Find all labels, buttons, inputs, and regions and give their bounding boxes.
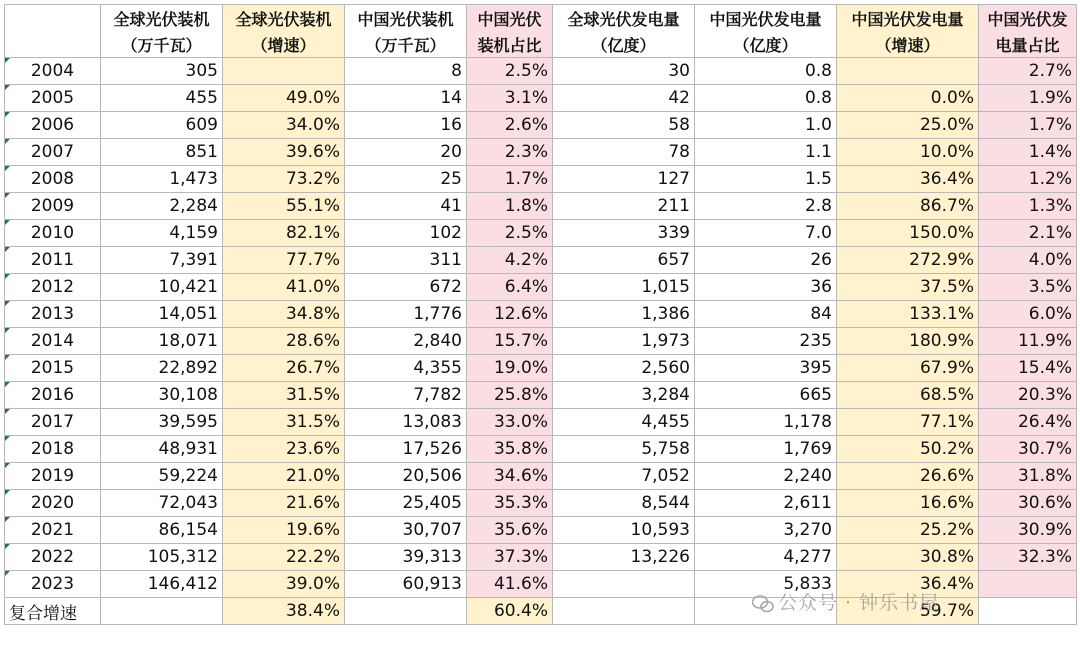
data-cell: 6.4% xyxy=(467,274,553,301)
data-cell: 1,386 xyxy=(553,301,695,328)
data-cell: 211 xyxy=(553,193,695,220)
data-cell: 30.6% xyxy=(979,490,1077,517)
column-header: 全球光伏装机 xyxy=(223,5,345,32)
data-cell: 455 xyxy=(101,85,223,112)
data-cell: 34.6% xyxy=(467,463,553,490)
data-cell: 78 xyxy=(553,139,695,166)
table-row xyxy=(5,166,1077,193)
footer-cell xyxy=(101,598,223,625)
data-cell: 2.3% xyxy=(467,139,553,166)
data-cell: 180.9% xyxy=(837,328,979,355)
data-cell: 34.8% xyxy=(223,301,345,328)
data-cell: 12.6% xyxy=(467,301,553,328)
data-cell: 2.1% xyxy=(979,220,1077,247)
data-cell: 34.0% xyxy=(223,112,345,139)
footer-cell xyxy=(345,598,467,625)
data-cell: 7,391 xyxy=(101,247,223,274)
data-cell: 2,611 xyxy=(695,490,837,517)
table-row xyxy=(5,463,1077,490)
data-cell: 4,159 xyxy=(101,220,223,247)
data-cell: 3.5% xyxy=(979,274,1077,301)
footer-row xyxy=(5,598,1077,625)
table-row xyxy=(5,85,1077,112)
data-cell: 42 xyxy=(553,85,695,112)
data-cell: 36.4% xyxy=(837,571,979,598)
data-cell: 14 xyxy=(345,85,467,112)
data-cell: 13,083 xyxy=(345,409,467,436)
data-cell: 30 xyxy=(553,58,695,85)
table-body xyxy=(5,58,1077,598)
year-cell: 2015 xyxy=(5,355,101,382)
data-cell: 3,284 xyxy=(553,382,695,409)
data-cell xyxy=(837,58,979,85)
data-cell: 68.5% xyxy=(837,382,979,409)
column-header: 电量占比 xyxy=(979,31,1077,58)
data-cell: 15.4% xyxy=(979,355,1077,382)
table-row xyxy=(5,274,1077,301)
table-footer xyxy=(5,598,1077,625)
header-cell-corner xyxy=(5,5,101,32)
data-cell: 102 xyxy=(345,220,467,247)
column-header: 全球光伏发电量 xyxy=(553,5,695,32)
watermark-text: 公众号 · 钟乐书屋 xyxy=(778,592,940,614)
data-cell: 16.6% xyxy=(837,490,979,517)
data-cell: 0.8 xyxy=(695,85,837,112)
data-cell: 105,312 xyxy=(101,544,223,571)
data-cell: 3.1% xyxy=(467,85,553,112)
data-cell: 14,051 xyxy=(101,301,223,328)
column-header: （亿度） xyxy=(695,31,837,58)
data-cell: 33.0% xyxy=(467,409,553,436)
column-header: 中国光伏发电量 xyxy=(837,5,979,32)
data-cell: 672 xyxy=(345,274,467,301)
data-cell: 30,707 xyxy=(345,517,467,544)
data-cell: 39.6% xyxy=(223,139,345,166)
year-cell: 2019 xyxy=(5,463,101,490)
data-cell: 55.1% xyxy=(223,193,345,220)
data-cell: 272.9% xyxy=(837,247,979,274)
data-cell: 311 xyxy=(345,247,467,274)
data-cell: 23.6% xyxy=(223,436,345,463)
data-cell: 1.7% xyxy=(979,112,1077,139)
data-cell: 41.0% xyxy=(223,274,345,301)
year-cell: 2021 xyxy=(5,517,101,544)
data-cell: 1.1 xyxy=(695,139,837,166)
column-header: 中国光伏装机 xyxy=(345,5,467,32)
column-header: （增速） xyxy=(837,31,979,58)
data-cell: 20,506 xyxy=(345,463,467,490)
data-cell: 36 xyxy=(695,274,837,301)
data-cell: 84 xyxy=(695,301,837,328)
data-cell: 37.3% xyxy=(467,544,553,571)
data-cell: 1,015 xyxy=(553,274,695,301)
data-cell: 72,043 xyxy=(101,490,223,517)
data-cell: 2.5% xyxy=(467,58,553,85)
data-cell: 10,593 xyxy=(553,517,695,544)
data-cell: 2.6% xyxy=(467,112,553,139)
column-header: （万千瓦） xyxy=(101,31,223,58)
data-cell: 25 xyxy=(345,166,467,193)
data-cell: 395 xyxy=(695,355,837,382)
data-cell: 35.3% xyxy=(467,490,553,517)
data-cell: 30.9% xyxy=(979,517,1077,544)
data-cell: 25.8% xyxy=(467,382,553,409)
data-cell: 1,473 xyxy=(101,166,223,193)
data-cell: 150.0% xyxy=(837,220,979,247)
year-cell: 2017 xyxy=(5,409,101,436)
data-cell: 3,270 xyxy=(695,517,837,544)
footer-cell: 59.7% xyxy=(837,598,979,625)
data-table xyxy=(4,4,1077,625)
column-header: 中国光伏发 xyxy=(979,5,1077,32)
data-cell: 18,071 xyxy=(101,328,223,355)
year-cell: 2008 xyxy=(5,166,101,193)
table-row xyxy=(5,355,1077,382)
year-cell: 2016 xyxy=(5,382,101,409)
table-row xyxy=(5,409,1077,436)
year-cell: 2005 xyxy=(5,85,101,112)
data-cell: 26 xyxy=(695,247,837,274)
year-cell: 2007 xyxy=(5,139,101,166)
data-cell: 235 xyxy=(695,328,837,355)
data-cell: 2,840 xyxy=(345,328,467,355)
data-cell: 41 xyxy=(345,193,467,220)
column-header: 装机占比 xyxy=(467,31,553,58)
data-cell: 2,284 xyxy=(101,193,223,220)
data-cell: 49.0% xyxy=(223,85,345,112)
data-cell: 22.2% xyxy=(223,544,345,571)
year-cell: 2023 xyxy=(5,571,101,598)
data-cell: 39,595 xyxy=(101,409,223,436)
data-cell: 305 xyxy=(101,58,223,85)
data-cell: 26.6% xyxy=(837,463,979,490)
data-cell: 32.3% xyxy=(979,544,1077,571)
data-cell: 2,240 xyxy=(695,463,837,490)
year-cell: 2009 xyxy=(5,193,101,220)
column-header: （增速） xyxy=(223,31,345,58)
data-cell: 25.2% xyxy=(837,517,979,544)
data-cell: 4.2% xyxy=(467,247,553,274)
data-cell: 20 xyxy=(345,139,467,166)
data-cell xyxy=(979,571,1077,598)
data-cell: 39.0% xyxy=(223,571,345,598)
data-cell xyxy=(223,58,345,85)
footer-label: 复合增速 xyxy=(5,598,101,625)
data-cell: 609 xyxy=(101,112,223,139)
year-cell: 2012 xyxy=(5,274,101,301)
data-cell: 21.0% xyxy=(223,463,345,490)
data-cell: 59,224 xyxy=(101,463,223,490)
data-cell: 21.6% xyxy=(223,490,345,517)
data-cell: 2,560 xyxy=(553,355,695,382)
data-cell: 4,455 xyxy=(553,409,695,436)
data-cell: 41.6% xyxy=(467,571,553,598)
data-cell: 31.5% xyxy=(223,409,345,436)
data-cell: 30.7% xyxy=(979,436,1077,463)
table-row xyxy=(5,544,1077,571)
data-cell: 1.0 xyxy=(695,112,837,139)
data-cell: 851 xyxy=(101,139,223,166)
data-cell: 1,769 xyxy=(695,436,837,463)
data-cell: 127 xyxy=(553,166,695,193)
column-header: 全球光伏装机 xyxy=(101,5,223,32)
data-cell: 25.0% xyxy=(837,112,979,139)
column-header: 中国光伏 xyxy=(467,5,553,32)
data-cell: 11.9% xyxy=(979,328,1077,355)
data-cell: 0.8 xyxy=(695,58,837,85)
data-cell: 10.0% xyxy=(837,139,979,166)
year-cell: 2006 xyxy=(5,112,101,139)
table-row xyxy=(5,193,1077,220)
data-cell: 1.7% xyxy=(467,166,553,193)
data-cell: 67.9% xyxy=(837,355,979,382)
table-row xyxy=(5,301,1077,328)
data-cell: 20.3% xyxy=(979,382,1077,409)
table-row xyxy=(5,436,1077,463)
data-cell: 86,154 xyxy=(101,517,223,544)
data-cell: 5,833 xyxy=(695,571,837,598)
data-cell: 19.0% xyxy=(467,355,553,382)
year-cell: 2004 xyxy=(5,58,101,85)
data-cell: 657 xyxy=(553,247,695,274)
data-cell: 7,782 xyxy=(345,382,467,409)
data-cell: 13,226 xyxy=(553,544,695,571)
data-cell: 665 xyxy=(695,382,837,409)
data-cell: 7.0 xyxy=(695,220,837,247)
data-cell: 2.8 xyxy=(695,193,837,220)
table-row xyxy=(5,490,1077,517)
data-cell: 31.8% xyxy=(979,463,1077,490)
table-row xyxy=(5,139,1077,166)
data-cell: 133.1% xyxy=(837,301,979,328)
column-header: （万千瓦） xyxy=(345,31,467,58)
data-cell: 36.4% xyxy=(837,166,979,193)
year-cell: 2013 xyxy=(5,301,101,328)
data-cell: 25,405 xyxy=(345,490,467,517)
data-cell: 10,421 xyxy=(101,274,223,301)
footer-cell: 38.4% xyxy=(223,598,345,625)
data-cell: 77.7% xyxy=(223,247,345,274)
footer-cell: 60.4% xyxy=(467,598,553,625)
year-cell: 2018 xyxy=(5,436,101,463)
data-cell: 30.8% xyxy=(837,544,979,571)
data-cell: 2.7% xyxy=(979,58,1077,85)
table-row xyxy=(5,517,1077,544)
data-cell: 1,973 xyxy=(553,328,695,355)
year-cell: 2010 xyxy=(5,220,101,247)
data-cell: 35.8% xyxy=(467,436,553,463)
data-cell: 4,355 xyxy=(345,355,467,382)
header-row xyxy=(5,31,1077,58)
table-row xyxy=(5,247,1077,274)
data-cell: 16 xyxy=(345,112,467,139)
data-cell: 1.3% xyxy=(979,193,1077,220)
footer-cell xyxy=(553,598,695,625)
data-cell: 39,313 xyxy=(345,544,467,571)
data-cell: 1.2% xyxy=(979,166,1077,193)
data-cell: 7,052 xyxy=(553,463,695,490)
data-cell: 146,412 xyxy=(101,571,223,598)
table-row xyxy=(5,112,1077,139)
table-row xyxy=(5,571,1077,598)
data-cell: 50.2% xyxy=(837,436,979,463)
data-cell: 1,178 xyxy=(695,409,837,436)
data-cell: 58 xyxy=(553,112,695,139)
header-cell-corner xyxy=(5,31,101,58)
data-cell: 5,758 xyxy=(553,436,695,463)
data-cell: 86.7% xyxy=(837,193,979,220)
table-row xyxy=(5,328,1077,355)
year-cell: 2014 xyxy=(5,328,101,355)
data-cell: 8 xyxy=(345,58,467,85)
data-cell: 30,108 xyxy=(101,382,223,409)
data-cell: 1.8% xyxy=(467,193,553,220)
data-cell: 31.5% xyxy=(223,382,345,409)
data-cell: 35.6% xyxy=(467,517,553,544)
data-cell: 4,277 xyxy=(695,544,837,571)
data-cell: 77.1% xyxy=(837,409,979,436)
column-header: （亿度） xyxy=(553,31,695,58)
year-cell: 2011 xyxy=(5,247,101,274)
data-cell: 8,544 xyxy=(553,490,695,517)
data-cell: 17,526 xyxy=(345,436,467,463)
footer-cell xyxy=(695,598,837,625)
data-cell: 37.5% xyxy=(837,274,979,301)
data-cell xyxy=(553,571,695,598)
data-cell: 26.7% xyxy=(223,355,345,382)
data-cell: 4.0% xyxy=(979,247,1077,274)
data-cell: 6.0% xyxy=(979,301,1077,328)
data-cell: 19.6% xyxy=(223,517,345,544)
table-row xyxy=(5,220,1077,247)
table-row xyxy=(5,382,1077,409)
column-header: 中国光伏发电量 xyxy=(695,5,837,32)
year-cell: 2022 xyxy=(5,544,101,571)
data-cell: 1.5 xyxy=(695,166,837,193)
year-cell: 2020 xyxy=(5,490,101,517)
data-cell: 28.6% xyxy=(223,328,345,355)
data-cell: 73.2% xyxy=(223,166,345,193)
data-cell: 1,776 xyxy=(345,301,467,328)
data-cell: 1.9% xyxy=(979,85,1077,112)
data-cell: 1.4% xyxy=(979,139,1077,166)
table-header xyxy=(5,5,1077,58)
data-cell: 339 xyxy=(553,220,695,247)
data-cell: 0.0% xyxy=(837,85,979,112)
table-row xyxy=(5,58,1077,85)
data-cell: 15.7% xyxy=(467,328,553,355)
header-row xyxy=(5,5,1077,32)
data-cell: 82.1% xyxy=(223,220,345,247)
data-cell: 48,931 xyxy=(101,436,223,463)
data-cell: 60,913 xyxy=(345,571,467,598)
data-cell: 22,892 xyxy=(101,355,223,382)
data-cell: 2.5% xyxy=(467,220,553,247)
data-cell: 26.4% xyxy=(979,409,1077,436)
footer-cell xyxy=(979,598,1077,625)
